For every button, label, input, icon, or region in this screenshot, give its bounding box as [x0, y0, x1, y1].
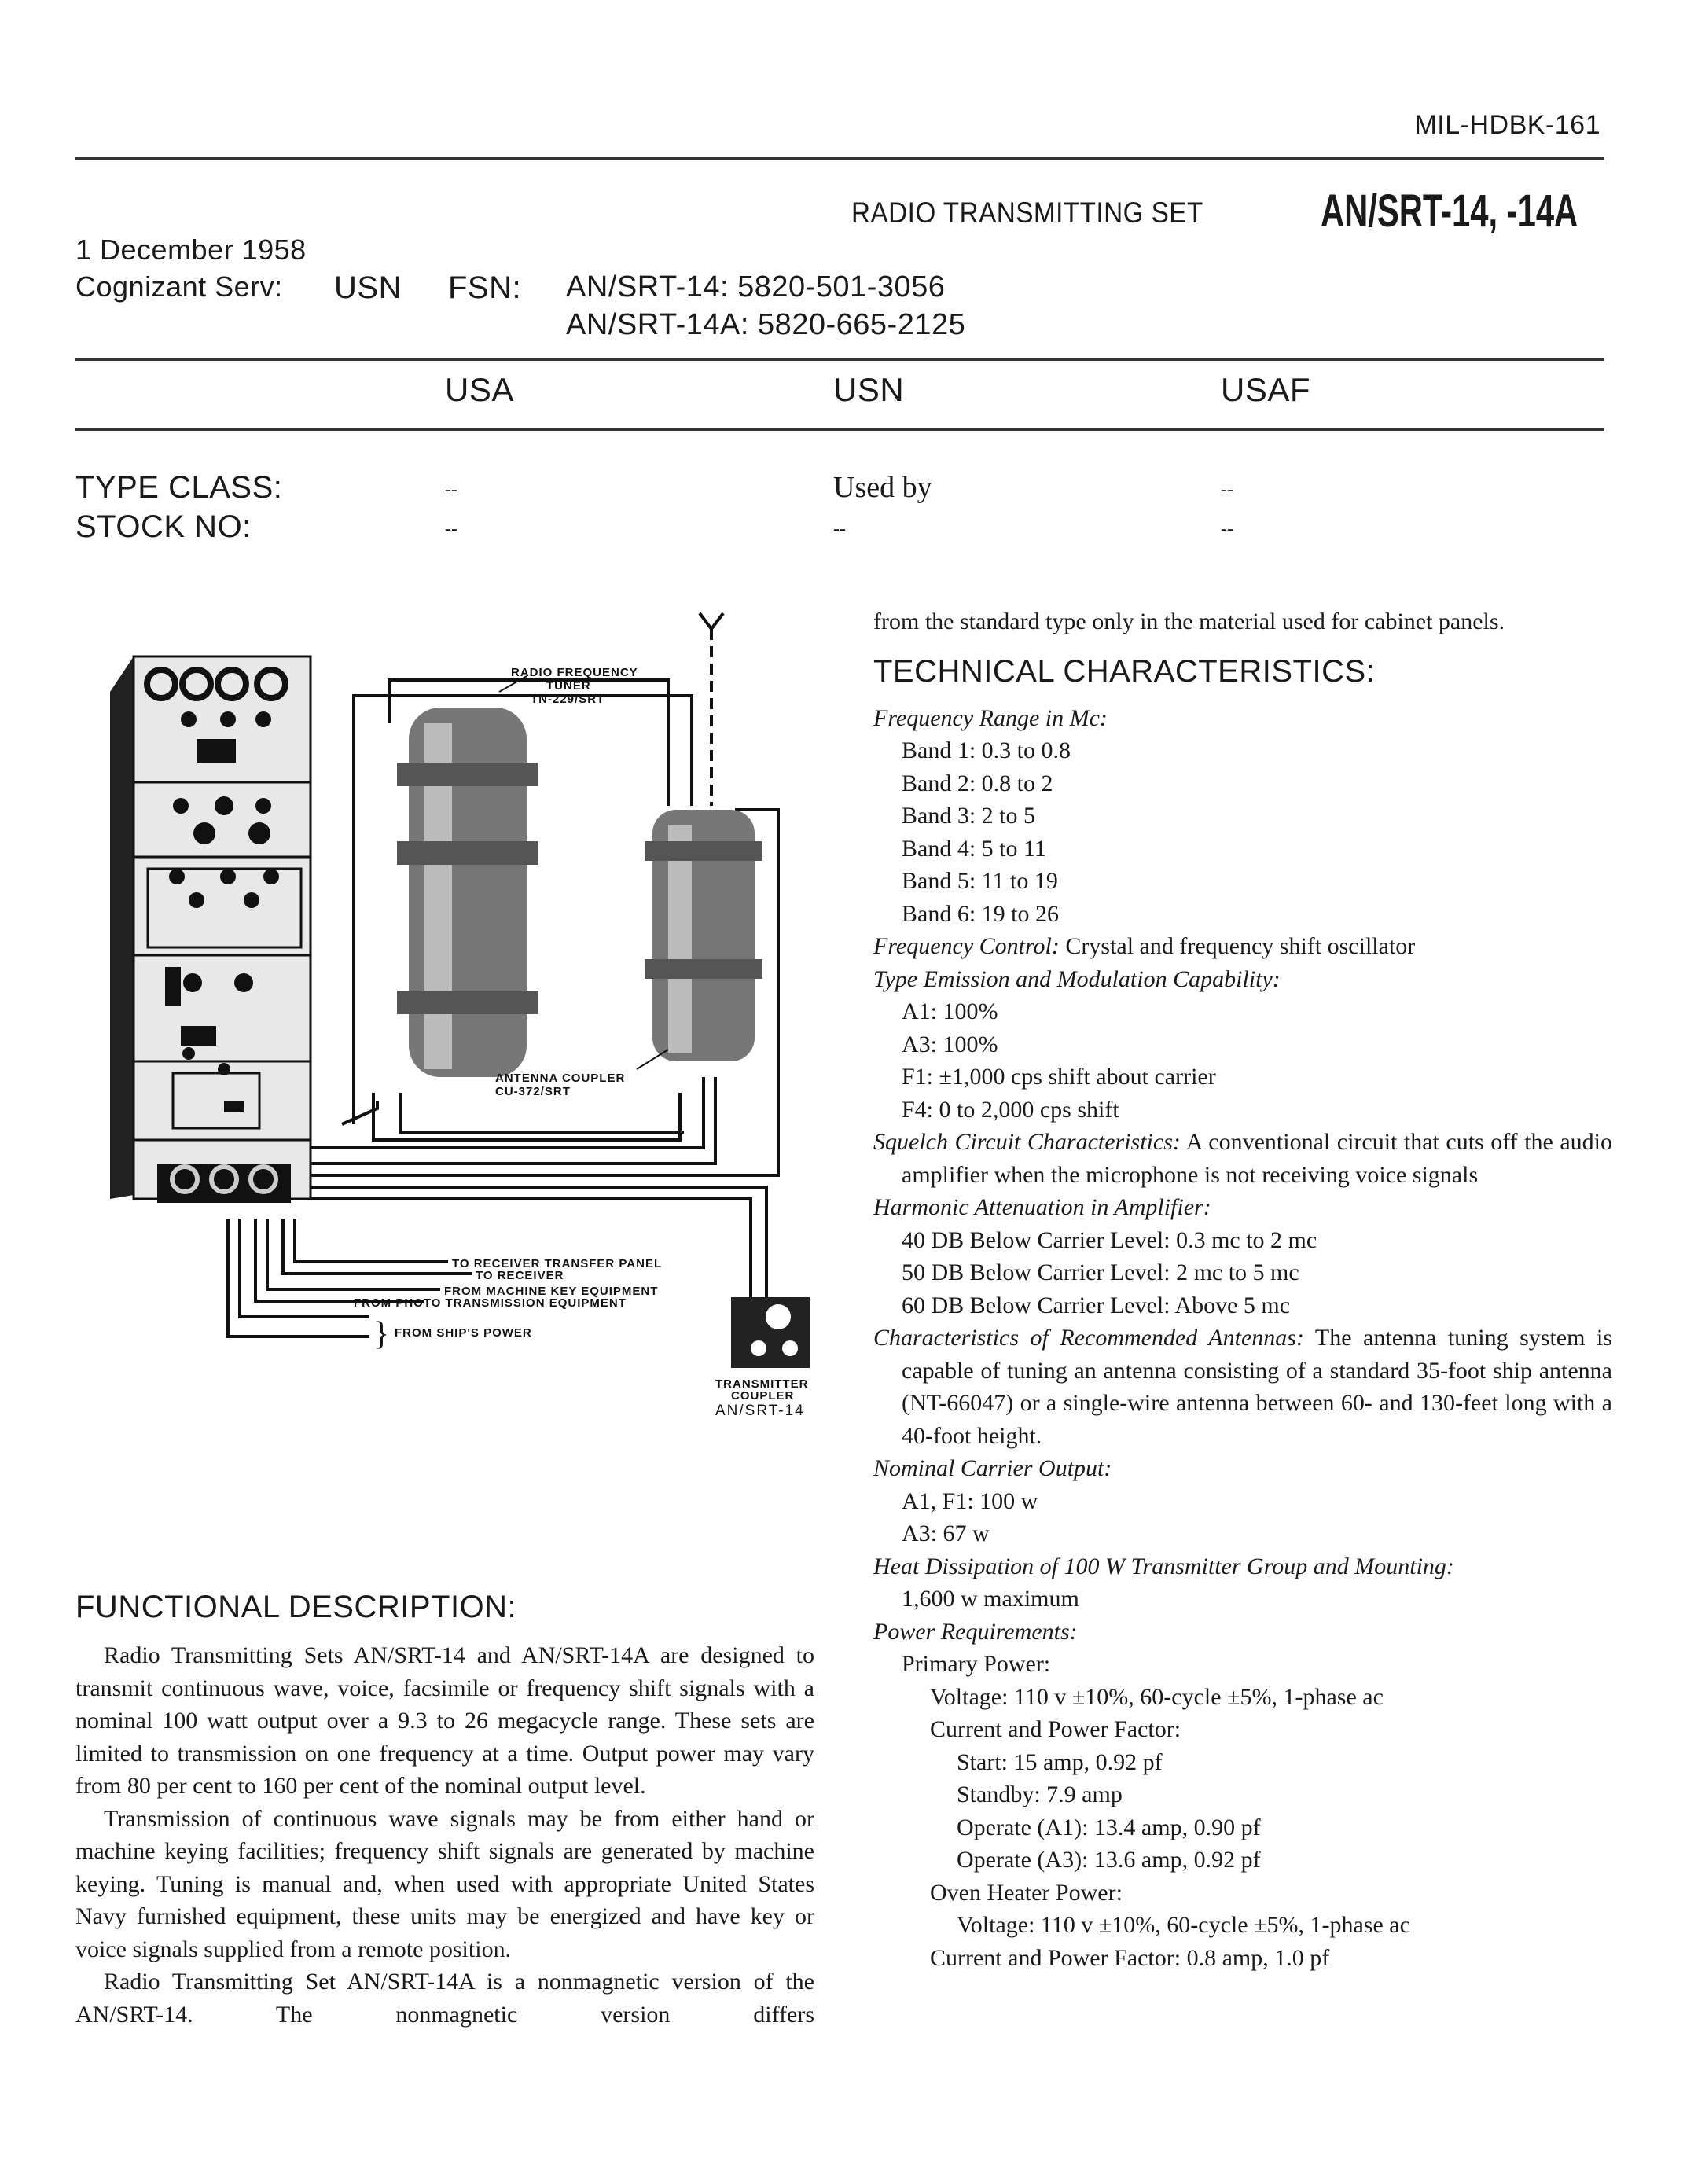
spec-line — [873, 1746, 1612, 1779]
spec-value: Primary Power: — [902, 1651, 1051, 1677]
spec-line — [873, 1550, 1612, 1583]
stock-no-usn: -- — [833, 519, 846, 539]
brace: } — [373, 1316, 390, 1352]
spec-line — [873, 1028, 1612, 1061]
continuation-text: from the standard type only in the material used for cabinet panels. — [873, 609, 1505, 634]
spec-value: 50 DB Below Carrier Level: 2 mc to 5 mc — [902, 1259, 1299, 1285]
type-class-usaf: -- — [1221, 480, 1233, 500]
spec-line — [873, 930, 1612, 963]
spec-label: Heat Dissipation of 100 W Transmitter Group and Mounting: — [873, 1553, 1454, 1579]
spec-label: Type Emission and Modulation Capability: — [873, 965, 1281, 992]
spec-line — [873, 963, 1612, 996]
antenna-coupler-label-2: CU-372/SRT — [495, 1085, 571, 1098]
transmitter-coupler-image — [731, 1297, 810, 1368]
spec-line — [873, 1224, 1612, 1257]
cognizant-value: USN — [334, 270, 402, 305]
fsn-1: AN/SRT-14: 5820-501-3056 — [566, 270, 946, 303]
divider — [75, 358, 1604, 361]
spec-value: Band 4: 5 to 11 — [902, 835, 1046, 862]
title-model: AN/SRT-14, -14A — [1321, 186, 1578, 237]
spec-line — [873, 1191, 1612, 1224]
rf-tuner-label-3: TN-229/SRT — [531, 693, 605, 706]
spec-line — [873, 1844, 1612, 1877]
spec-label: Characteristics of Recommended Antennas: — [873, 1325, 1304, 1351]
spec-value: Band 2: 0.8 to 2 — [902, 770, 1053, 796]
stock-no-label: STOCK NO: — [75, 509, 252, 544]
spec-line — [873, 1517, 1612, 1550]
system-diagram-figure — [102, 597, 810, 1541]
spec-line — [873, 1452, 1612, 1485]
spec-line — [873, 1616, 1612, 1649]
spec-value: Start: 15 amp, 0.92 pf — [957, 1748, 1163, 1775]
spec-value: Current and Power Factor: — [930, 1716, 1181, 1742]
divider — [75, 157, 1604, 160]
spec-label: Harmonic Attenuation in Amplifier: — [873, 1194, 1211, 1220]
label-from-photo-transmission: FROM PHOTO TRANSMISSION EQUIPMENT — [354, 1296, 627, 1310]
stock-no-usa: -- — [445, 519, 457, 539]
spec-label: Frequency Control: — [873, 933, 1060, 959]
spec-line — [873, 1485, 1612, 1518]
type-class-label: TYPE CLASS: — [75, 470, 283, 505]
spec-line — [873, 1289, 1612, 1322]
fsn-2: AN/SRT-14A: 5820-665-2125 — [566, 308, 966, 341]
spec-value: A1: 100% — [902, 998, 998, 1024]
spec-line — [873, 1942, 1612, 1975]
spec-value: Current and Power Factor: 0.8 amp, 1.0 pf — [930, 1944, 1330, 1971]
label-from-machine-key: FROM MACHINE KEY EQUIPMENT — [444, 1285, 659, 1298]
technical-heading: TECHNICAL CHARACTERISTICS: — [873, 653, 1376, 689]
transmitter-coupler-label-1: TRANSMITTER — [715, 1377, 809, 1391]
functional-body — [75, 1639, 814, 2031]
spec-line — [873, 1811, 1612, 1844]
spec-line — [873, 1061, 1612, 1094]
figure-model-label: AN/SRT-14 — [715, 1403, 805, 1419]
functional-paragraph: Radio Transmitting Sets AN/SRT-14 and AN/SRT-14A are designed to transmit continuous wave, voice, facsimile or frequency shift signals with a nominal 100 watt output over a 9.3 to 26 megacycle range. These sets are limited to transmission on one frequency at a time. Output power may vary from 80 per cent to 160 per cent of the nominal output level. — [75, 1642, 814, 1799]
spec-value: F1: ±1,000 cps shift about carrier — [902, 1064, 1216, 1090]
functional-paragraph: Transmission of continuous wave signals may be from either hand or machine keying facilities; frequency shift signals are generated by machine keying. Tuning is manual and, when used with appropriate United States Navy furnished equipment, these units may be energized and have key or voice signals supplied from a remote position. — [75, 1805, 814, 1962]
spec-value: Band 5: 11 to 19 — [902, 868, 1058, 894]
spec-label: Nominal Carrier Output: — [873, 1455, 1112, 1481]
type-class-usa: -- — [445, 480, 457, 500]
spec-value: Operate (A1): 13.4 amp, 0.90 pf — [957, 1814, 1261, 1840]
label-to-receiver: TO RECEIVER — [476, 1269, 564, 1282]
stock-no-usaf: -- — [1221, 519, 1233, 539]
spec-value: A1, F1: 100 w — [902, 1487, 1038, 1514]
spec-line — [873, 1909, 1612, 1942]
spec-line — [873, 1681, 1612, 1714]
spec-line — [873, 865, 1612, 898]
spec-line — [873, 1648, 1612, 1681]
service-usa: USA — [445, 371, 514, 408]
spec-value: Voltage: 110 v ±10%, 60-cycle ±5%, 1-phase ac — [930, 1683, 1384, 1710]
cognizant-label: Cognizant Serv: — [75, 270, 283, 303]
spec-line — [873, 1256, 1612, 1289]
spec-value: Band 6: 19 to 26 — [902, 900, 1059, 927]
right-column — [873, 605, 1612, 1974]
functional-heading: FUNCTIONAL DESCRIPTION: — [75, 1590, 517, 1624]
spec-line — [873, 833, 1612, 866]
spec-value: Operate (A3): 13.6 amp, 0.92 pf — [957, 1847, 1261, 1873]
spec-line — [873, 995, 1612, 1028]
technical-characteristics-list — [873, 702, 1612, 1975]
spec-line — [873, 767, 1612, 800]
functional-paragraph: Radio Transmitting Set AN/SRT-14A is a nonmagnetic version of the AN/SRT-14. The nonmagnetic version differs — [75, 1969, 814, 2028]
divider — [75, 428, 1604, 431]
spec-value: A3: 100% — [902, 1031, 998, 1057]
transmitter-cabinet-image — [110, 656, 311, 1203]
spec-line — [873, 734, 1612, 767]
spec-line — [873, 1126, 1612, 1191]
spec-value: Band 3: 2 to 5 — [902, 803, 1035, 829]
rf-tuner-label-1: RADIO FREQUENCY — [511, 666, 638, 679]
spec-value: F4: 0 to 2,000 cps shift — [902, 1096, 1119, 1123]
spec-value: 1,600 w maximum — [902, 1586, 1079, 1612]
title-prefix: RADIO TRANSMITTING SET — [851, 197, 1203, 229]
service-usn: USN — [833, 371, 905, 408]
rf-tuner-image — [397, 708, 538, 1077]
spec-label: Squelch Circuit Characteristics: — [873, 1129, 1181, 1155]
spec-line — [873, 800, 1612, 833]
label-to-receiver-transfer-panel: TO RECEIVER TRANSFER PANEL — [452, 1257, 663, 1270]
spec-line — [873, 898, 1612, 931]
service-usaf: USAF — [1221, 371, 1311, 408]
spec-value: Standby: 7.9 amp — [957, 1781, 1123, 1807]
spec-value: Band 1: 0.3 to 0.8 — [902, 737, 1071, 763]
spec-line — [873, 1322, 1612, 1452]
spec-value: Crystal and frequency shift oscillator — [1059, 933, 1416, 959]
spec-line — [873, 1713, 1612, 1746]
spec-label: Power Requirements: — [873, 1618, 1078, 1645]
spec-line — [873, 1778, 1612, 1811]
rf-tuner-label-2: TUNER — [546, 679, 591, 693]
spec-line — [873, 702, 1612, 735]
fsn-label: FSN: — [448, 270, 522, 305]
spec-line — [873, 1583, 1612, 1616]
spec-value: A3: 67 w — [902, 1520, 990, 1546]
spec-line — [873, 1877, 1612, 1910]
spec-label: Frequency Range in Mc: — [873, 704, 1108, 731]
transmitter-coupler-label-2: COUPLER — [731, 1389, 795, 1403]
spec-value: 40 DB Below Carrier Level: 0.3 mc to 2 mc — [902, 1226, 1317, 1253]
spec-value: 60 DB Below Carrier Level: Above 5 mc — [902, 1292, 1291, 1318]
spec-value: Oven Heater Power: — [930, 1879, 1123, 1906]
date: 1 December 1958 — [75, 233, 307, 266]
antenna-coupler-image — [645, 810, 762, 1061]
doc-id: MIL-HDBK-161 — [1414, 110, 1600, 140]
spec-line — [873, 1094, 1612, 1127]
type-class-usn: Used by — [833, 471, 932, 504]
spec-value: The antenna tuning system is capable of tuning an antenna consisting of a standard 35-foot ship antenna (NT-66047) or a single-wire antenna between 60- and 130-feet long with a 40-foot height. — [902, 1325, 1612, 1449]
spec-value: A conventional circuit that cuts off the audio amplifier when the microphone is not receiving voice signals — [902, 1129, 1613, 1188]
antenna-coupler-label-1: ANTENNA COUPLER — [495, 1072, 626, 1085]
spec-value: Voltage: 110 v ±10%, 60-cycle ±5%, 1-phase ac — [957, 1912, 1410, 1938]
label-from-ships-power: FROM SHIP'S POWER — [395, 1326, 532, 1340]
